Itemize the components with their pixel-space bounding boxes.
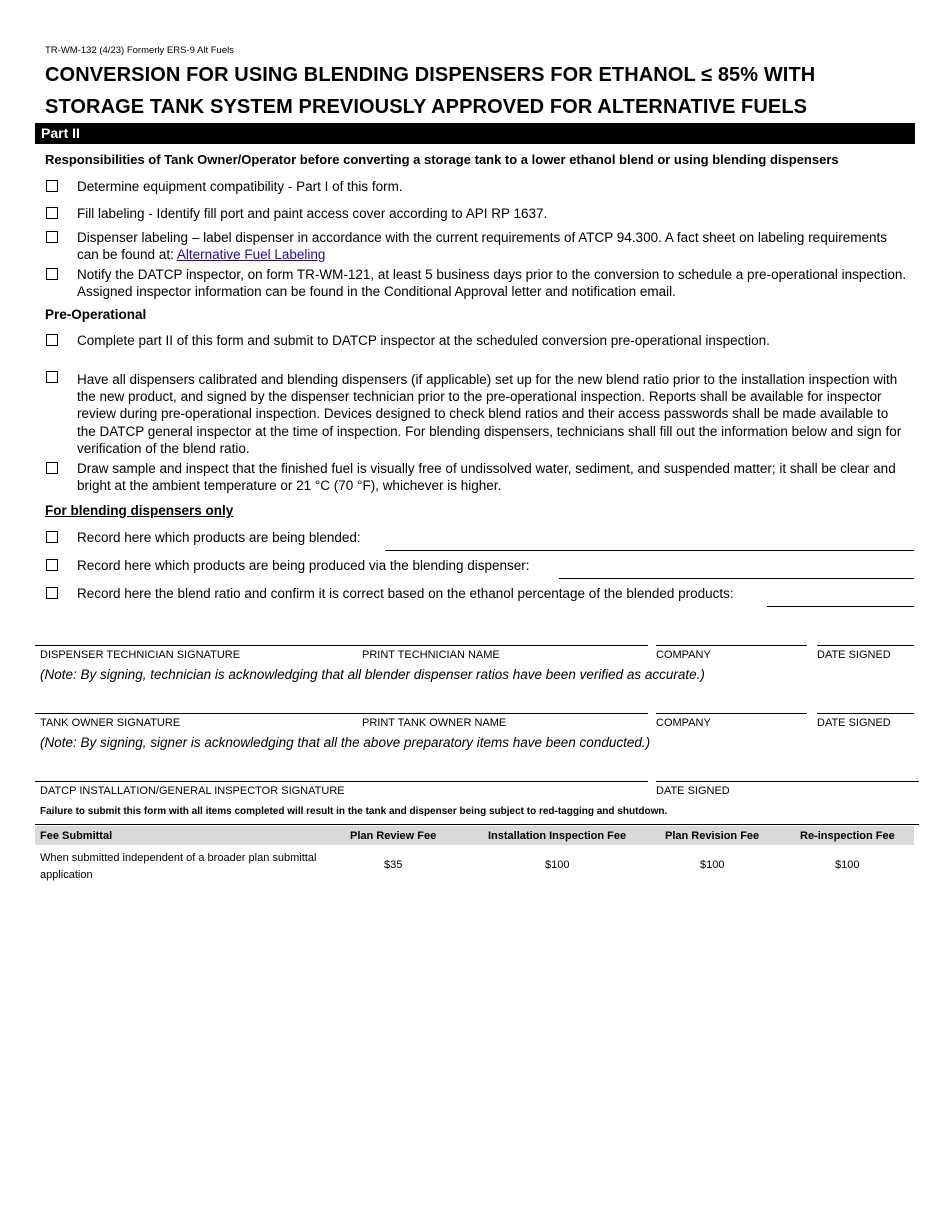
checkbox-calibrate-dispensers[interactable]	[46, 371, 58, 383]
fee-header-plan-revision: Plan Revision Fee	[665, 830, 760, 842]
checkbox-products-produced[interactable]	[46, 559, 58, 571]
item-complete-part-ii: Complete part II of this form and submit to DATCP inspector at the scheduled conversion pre-operational inspection.	[77, 333, 770, 348]
products-blended-field[interactable]	[385, 550, 914, 551]
fee-header-reinspection: Re-inspection Fee	[800, 830, 895, 842]
technician-date-label: DATE SIGNED	[817, 649, 891, 661]
checkbox-dispenser-labeling[interactable]	[46, 231, 58, 243]
inspector-signature-label: DATCP INSTALLATION/GENERAL INSPECTOR SIGNATURE	[40, 785, 345, 797]
owner-note: (Note: By signing, signer is acknowledging that all the above preparatory items have been conducted.)	[40, 735, 651, 750]
technician-name-label: PRINT TECHNICIAN NAME	[362, 649, 500, 661]
pre-operational-heading: Pre-Operational	[45, 307, 147, 322]
alternative-fuel-labeling-link[interactable]: Alternative Fuel Labeling	[176, 247, 326, 263]
form-id: TR-WM-132 (4/23) Formerly ERS-9 Alt Fuels	[45, 45, 234, 56]
item-calibrate-dispensers: Have all dispensers calibrated and blending dispensers (if applicable) set up for the new blend ratio prior to the installation inspection with the new product, and signed by the dispenser technician prior to the pre-operational inspection. Reports shall be available for inspector review during pre-operational inspection. Devices designed to check blend ratios and their access passwords shall be made available to the DATCP general inspector at the time of inspection. For blending dispensers, technicians shall fill out the information below and sign for verification of the blend ratio.	[77, 372, 902, 456]
item-products-blended: Record here which products are being blended:	[77, 530, 361, 545]
form-title-line-1: CONVERSION FOR USING BLENDING DISPENSERS FOR ETHANOL ≤ 85% WITH	[45, 64, 816, 86]
technician-signature-line[interactable]	[35, 645, 648, 646]
products-produced-field[interactable]	[559, 578, 914, 579]
submission-warning: Failure to submit this form with all items completed will result in the tank and dispenser being subject to red-tagging and shutdown.	[40, 806, 668, 817]
item-dispenser-labeling-text: Dispenser labeling – label dispenser in accordance with the current requirements of ATCP 94.300. A fact sheet on labeling requirements can be found at:	[77, 230, 887, 263]
checkbox-fill-labeling[interactable]	[46, 207, 58, 219]
fee-header-plan-review: Plan Review Fee	[350, 830, 437, 842]
checkbox-complete-part-ii[interactable]	[46, 334, 58, 346]
part-label: Part II	[35, 123, 915, 144]
item-dispenser-labeling	[77, 229, 907, 263]
fee-header-installation-inspection: Installation Inspection Fee	[488, 830, 627, 842]
technician-date-line[interactable]	[817, 645, 914, 646]
fee-table-top-rule	[35, 824, 919, 825]
checkbox-blend-ratio[interactable]	[46, 587, 58, 599]
owner-date-label: DATE SIGNED	[817, 717, 891, 729]
checkbox-draw-sample[interactable]	[46, 462, 58, 474]
technician-note: (Note: By signing, technician is acknowledging that all blender dispenser ratios have been verified as accurate.)	[40, 667, 705, 682]
owner-date-line[interactable]	[817, 713, 914, 714]
owner-company-line[interactable]	[656, 713, 807, 714]
inspector-date-line[interactable]	[656, 781, 919, 782]
owner-signature-line[interactable]	[35, 713, 648, 714]
inspector-date-label: DATE SIGNED	[656, 785, 730, 797]
owner-signature-label: TANK OWNER SIGNATURE	[40, 717, 181, 729]
technician-signature-label: DISPENSER TECHNICIAN SIGNATURE	[40, 649, 241, 661]
fee-reinspection-value: $100	[835, 859, 860, 871]
item-blend-ratio: Record here the blend ratio and confirm it is correct based on the ethanol percentage of the blended products:	[77, 586, 734, 601]
fee-installation-inspection-value: $100	[545, 859, 570, 871]
technician-company-label: COMPANY	[656, 649, 711, 661]
fee-plan-revision-value: $100	[700, 859, 725, 871]
blend-ratio-field[interactable]	[767, 606, 914, 607]
form-title-line-2: STORAGE TANK SYSTEM PREVIOUSLY APPROVED FOR ALTERNATIVE FUELS	[45, 96, 808, 118]
checkbox-notify-inspector[interactable]	[46, 268, 58, 280]
item-products-produced: Record here which products are being produced via the blending dispenser:	[77, 558, 530, 573]
item-fill-labeling: Fill labeling - Identify fill port and paint access cover according to API RP 1637.	[77, 206, 548, 221]
item-equipment-compatibility: Determine equipment compatibility - Part I of this form.	[77, 179, 403, 194]
owner-name-label: PRINT TANK OWNER NAME	[362, 717, 507, 729]
inspector-signature-line[interactable]	[35, 781, 648, 782]
item-draw-sample: Draw sample and inspect that the finished fuel is visually free of undissolved water, sediment, and suspended matter; it shall be clear and bright at the ambient temperature or 21 °C (70 °F), whichever is higher.	[77, 461, 896, 494]
checkbox-equipment-compatibility[interactable]	[46, 180, 58, 192]
fee-row-description: When submitted independent of a broader plan submittal application	[40, 852, 317, 881]
checkbox-products-blended[interactable]	[46, 531, 58, 543]
item-notify-inspector: Notify the DATCP inspector, on form TR-WM-121, at least 5 business days prior to the conversion to schedule a pre-operational inspection. Assigned inspector information can be found in the Conditional Approval letter and notification email.	[77, 267, 907, 300]
fee-table-header	[35, 826, 914, 845]
technician-company-line[interactable]	[656, 645, 807, 646]
blending-heading: For blending dispensers only	[45, 503, 234, 518]
fee-plan-review-value: $35	[384, 859, 403, 871]
responsibilities-heading: Responsibilities of Tank Owner/Operator before converting a storage tank to a lower ethanol blend or using blending dispensers	[45, 152, 839, 167]
owner-company-label: COMPANY	[656, 717, 711, 729]
fee-header-submittal: Fee Submittal	[40, 830, 113, 842]
